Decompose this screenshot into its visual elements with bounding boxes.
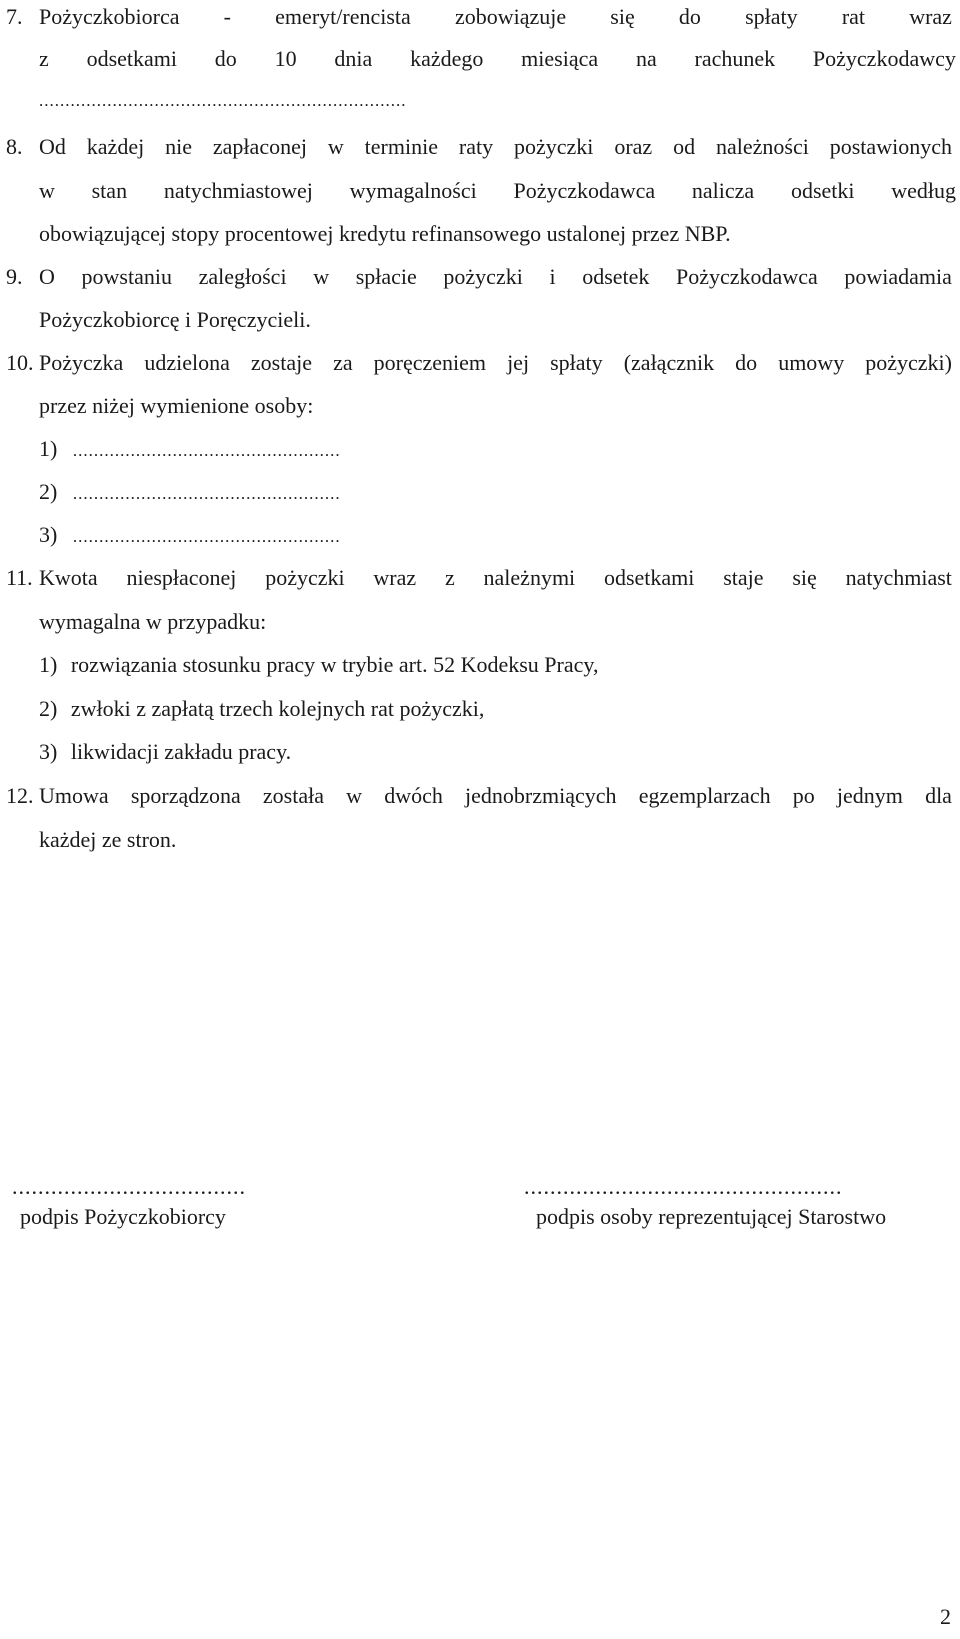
item-7-words-1: [39, 4, 952, 30]
word: i: [549, 264, 556, 289]
sub-label: 2): [39, 696, 58, 721]
word: w: [346, 783, 363, 808]
item-8-line-3: obowiązującej stopy procentowej kredytu refinansowego ustalonej przez NBP.: [39, 221, 731, 246]
case-line-1: [39, 652, 598, 678]
word: terminie: [364, 134, 438, 159]
word: pożyczki: [443, 264, 523, 289]
word: pożyczki: [265, 565, 345, 590]
word: odsetki: [790, 178, 855, 203]
word: jednym: [836, 783, 903, 808]
sub-label: 3): [39, 522, 58, 547]
borrower-signature-label: podpis Pożyczkobiorcy: [20, 1204, 226, 1229]
word: należnymi: [483, 565, 576, 590]
item-11-words-1: [39, 565, 952, 591]
case-text: zwłoki z zapłatą trzech kolejnych rat pożyczki,: [70, 696, 485, 721]
word: odsetek: [582, 264, 650, 289]
item-10-number: 10.: [6, 350, 34, 375]
word: w: [39, 178, 55, 203]
word: według: [891, 178, 956, 203]
item-12-line-2: każdej ze stron.: [39, 827, 177, 852]
word: Pożyczkodawca: [676, 264, 818, 289]
case-line-2: [39, 696, 484, 722]
word: raty: [458, 134, 494, 159]
word: dla: [925, 783, 952, 808]
word: Pożyczka: [39, 350, 124, 375]
word: Kwota: [39, 565, 98, 590]
word: natychmiast: [845, 565, 952, 590]
word: staje: [723, 565, 764, 590]
word: Od: [39, 134, 66, 159]
starostwo-signature-label: podpis osoby reprezentującej Starostwo: [536, 1204, 887, 1229]
sub-label: 3): [39, 739, 58, 764]
word: spłaty: [745, 4, 798, 29]
word: spłacie: [355, 264, 417, 289]
word: zostaje: [250, 350, 313, 375]
item-12-number: 12.: [6, 783, 34, 808]
word: do: [214, 46, 237, 71]
item-11-line-2: wymagalna w przypadku:: [39, 609, 267, 634]
item-8-line-2: [39, 178, 956, 204]
word: należności: [715, 134, 809, 159]
word: po: [792, 783, 815, 808]
word: powstaniu: [81, 264, 172, 289]
word: miesiąca: [521, 46, 599, 71]
item-7-line-2: [39, 46, 956, 72]
word: wymagalności: [349, 178, 477, 203]
word: postawionych: [829, 134, 952, 159]
guarantor-line-2: [39, 479, 341, 507]
word: zapłaconej: [212, 134, 307, 159]
word: poręczeniem: [373, 350, 487, 375]
word: pożyczki: [514, 134, 594, 159]
word: wraz: [909, 4, 952, 29]
word: pożyczki): [865, 350, 952, 375]
item-12-words-1: [39, 783, 952, 809]
word: Pożyczkodawca: [513, 178, 656, 203]
word: egzemplarzach: [638, 783, 771, 808]
sub-label: 1): [39, 652, 58, 677]
word: się: [610, 4, 635, 29]
guarantor-line-3: [39, 522, 341, 550]
word: w: [327, 134, 344, 159]
word: od: [673, 134, 696, 159]
starostwo-signature-dots: .................................................: [524, 1174, 843, 1199]
word: rachunek: [694, 46, 776, 71]
word: do: [678, 4, 701, 29]
word: (załącznik: [623, 350, 715, 375]
case-text: likwidacji zakładu pracy.: [70, 739, 292, 764]
word: z: [39, 46, 49, 71]
guarantor-dots: ...................................................: [72, 441, 341, 460]
word: powiadamia: [844, 264, 952, 289]
word: -: [223, 4, 231, 29]
item-8-number: 8.: [6, 134, 23, 159]
item-10-line-2: przez niżej wymienione osoby:: [39, 393, 314, 418]
word: Umowa: [39, 783, 109, 808]
case-text: rozwiązania stosunku pracy w trybie art. 52 Kodeksu Pracy,: [70, 652, 599, 677]
word: natychmiastowej: [163, 178, 313, 203]
word: 10: [274, 46, 297, 71]
word: niespłaconej: [126, 565, 237, 590]
word: każdego: [410, 46, 484, 71]
item-9-number: 9.: [6, 264, 23, 289]
guarantor-dots: ...................................................: [72, 527, 341, 546]
item-10-words-1: [39, 350, 952, 376]
sub-label: 2): [39, 479, 58, 504]
word: jednobrzmiących: [465, 783, 617, 808]
word: dwóch: [384, 783, 443, 808]
word: została: [262, 783, 325, 808]
item-9-words-1: [39, 264, 952, 290]
item-7-number: 7.: [6, 4, 23, 29]
word: odsetkami: [603, 565, 695, 590]
word: dnia: [334, 46, 373, 71]
word: zaległości: [198, 264, 287, 289]
word: emeryt/rencista: [275, 4, 411, 29]
word: O: [39, 264, 55, 289]
word: zobowiązuje: [454, 4, 567, 29]
borrower-signature-dots: ....................................: [12, 1174, 246, 1199]
word: na: [635, 46, 657, 71]
word: odsetkami: [86, 46, 177, 71]
item-7-account-dots: ......................................................................: [39, 91, 407, 110]
word: oraz: [614, 134, 653, 159]
word: każdej: [86, 134, 145, 159]
word: nalicza: [691, 178, 755, 203]
word: udzielona: [144, 350, 230, 375]
word: Pożyczkodawcy: [812, 46, 956, 71]
word: Pożyczkobiorca: [39, 4, 180, 29]
item-11-number: 11.: [6, 565, 33, 590]
word: w: [313, 264, 330, 289]
page-number: 2: [940, 1604, 951, 1629]
word: nie: [165, 134, 192, 159]
guarantor-dots: ...................................................: [72, 484, 341, 503]
word: za: [333, 350, 353, 375]
word: rat: [841, 4, 866, 29]
word: stan: [91, 178, 128, 203]
item-8-words-1: [39, 134, 952, 160]
word: sporządzona: [130, 783, 241, 808]
word: wraz: [373, 565, 417, 590]
guarantor-line-1: [39, 436, 341, 464]
word: się: [792, 565, 817, 590]
word: jej: [507, 350, 530, 375]
item-9-line-2: Pożyczkobiorcę i Poręczycieli.: [39, 307, 311, 332]
word: spłaty: [550, 350, 603, 375]
word: umowy: [778, 350, 845, 375]
word: z: [444, 565, 455, 590]
word: do: [735, 350, 758, 375]
case-line-3: [39, 739, 291, 765]
sub-label: 1): [39, 436, 58, 461]
